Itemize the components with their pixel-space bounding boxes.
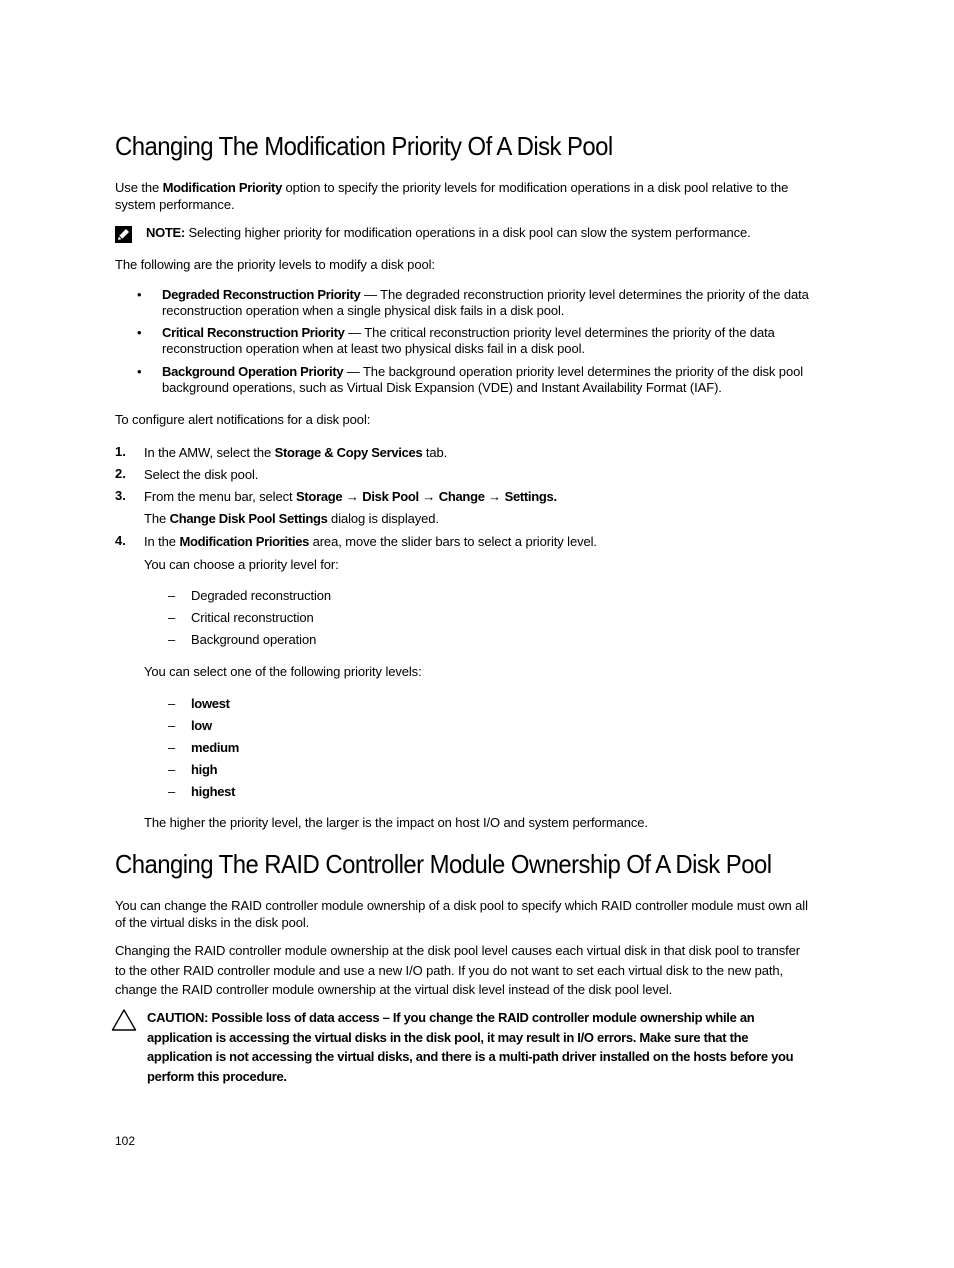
step-number: 4.: [115, 533, 126, 548]
bullet-marker: •: [137, 364, 142, 379]
step-text: In the Modification Priorities area, move the slider bars to select a priority level.: [144, 534, 597, 549]
list-item: highest: [191, 784, 236, 799]
levels-intro: The following are the priority levels to modify a disk pool:: [115, 257, 435, 272]
dash-marker: –: [168, 762, 176, 777]
bullet-marker: •: [137, 287, 142, 302]
configure-intro: To configure alert notifications for a disk pool:: [115, 412, 371, 427]
dash-marker: –: [168, 784, 176, 799]
step-text: In the AMW, select the Storage & Copy Services tab.: [144, 445, 448, 460]
dash-marker: –: [168, 588, 176, 603]
step-number: 1.: [115, 444, 126, 459]
dash-marker: –: [168, 632, 176, 647]
step-text: Select the disk pool.: [144, 467, 259, 482]
list-item: lowest: [191, 696, 230, 711]
step-text: From the menu bar, select Storage → Disk Pool → Change → Settings.: [144, 489, 557, 504]
list-item: Degraded reconstruction: [191, 588, 332, 603]
bullet-text: Background Operation Priority — The background operation priority level determines the priority of the disk pool background operations, such as Virtual Disk Expansion (VDE) and Instant Availability Format (IAF).: [162, 364, 803, 395]
caution-triangle-icon: [111, 1008, 137, 1032]
bullet-text: Degraded Reconstruction Priority — The degraded reconstruction priority level determines the priority of the data reconstruction operation when a single physical disk fails in a disk pool.: [162, 287, 809, 318]
intro-paragraph: Use the Modification Priority option to specify the priority levels for modification operations in a disk pool relative to the system performance.: [115, 180, 789, 212]
note-paragraph: NOTE: Selecting higher priority for modification operations in a disk pool can slow the system performance.: [146, 225, 751, 240]
step-number: 2.: [115, 466, 126, 481]
ownership-paragraph-2: Changing the RAID controller module ownership at the disk pool level causes each virtual disk in that disk pool to transfer to the other RAID controller module and use a new I/O path. If you do not want to set each virtual disk to the new path, change the RAID controller module ownership at the virtual disk level instead of the disk pool level.: [115, 943, 801, 997]
step-closing: The higher the priority level, the larger is the impact on host I/O and system performance.: [144, 815, 648, 830]
section-title-modification-priority: Changing The Modification Priority Of A Disk Pool: [115, 131, 613, 161]
section-title-raid-ownership: Changing The RAID Controller Module Ownership Of A Disk Pool: [115, 849, 772, 879]
bullet-text: Critical Reconstruction Priority — The critical reconstruction priority level determines the priority of the data reconstruction operation when at least two physical disks fail in a disk pool.: [162, 325, 775, 356]
note-pencil-icon: [115, 226, 132, 243]
caution-paragraph: CAUTION: Possible loss of data access – If you change the RAID controller module ownership while an application is accessing the virtual disks in the disk pool, it may result in I/O errors. Make sure that the application is not accessing the virtual disks, and there is a multi-path driver installed on the hosts before you perform this procedure.: [147, 1010, 794, 1084]
dash-marker: –: [168, 718, 176, 733]
dash-marker: –: [168, 696, 176, 711]
step-subtext: You can select one of the following priority levels:: [144, 664, 422, 679]
step-subtext: You can choose a priority level for:: [144, 557, 339, 572]
list-item: Background operation: [191, 632, 317, 647]
bullet-marker: •: [137, 325, 142, 340]
ownership-paragraph-1: You can change the RAID controller module ownership of a disk pool to specify which RAID controller module must own all of the virtual disks in the disk pool.: [115, 898, 808, 930]
list-item: Critical reconstruction: [191, 610, 314, 625]
list-item: low: [191, 718, 212, 733]
dash-marker: –: [168, 610, 176, 625]
dash-marker: –: [168, 740, 176, 755]
list-item: medium: [191, 740, 240, 755]
list-item: high: [191, 762, 218, 777]
step-result: The Change Disk Pool Settings dialog is displayed.: [144, 511, 439, 526]
page-number: 102: [115, 1134, 136, 1148]
step-number: 3.: [115, 488, 126, 503]
